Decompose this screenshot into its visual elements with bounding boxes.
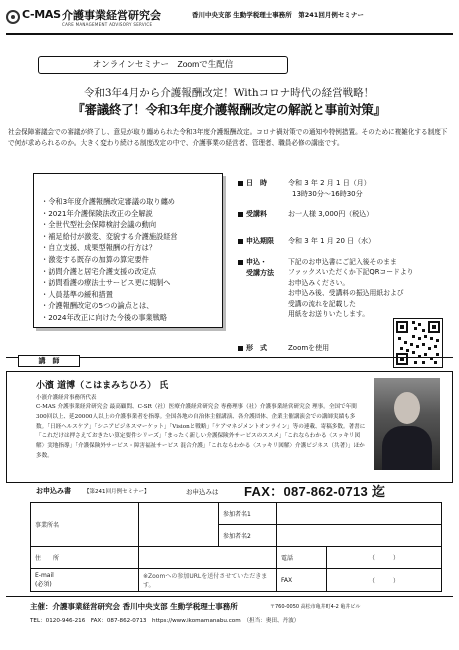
- agenda-item: ・介護報酬改定の5つの論点とは、: [41, 301, 154, 311]
- footer-divider: [6, 596, 453, 597]
- participant1-label: 参加者名1: [219, 503, 277, 525]
- fax-field[interactable]: （ ）: [327, 569, 442, 592]
- address-label: 住 所: [31, 547, 139, 569]
- logo-text: C-MAS: [22, 8, 61, 21]
- bullet-icon: [238, 212, 243, 217]
- apply-line: ファックスいただくか下記QRコードより: [288, 268, 414, 277]
- org-name: 介護事業経営研究会: [62, 9, 161, 22]
- organizer: 主催：介護事業経営研究会 香川中央支部 生動学税理士事務所: [30, 602, 238, 611]
- agenda-item: ・訪問看護の療法士サービス更に規制へ: [41, 278, 171, 288]
- participant2-field[interactable]: [277, 525, 442, 547]
- speaker-bio: C-MAS 介護事業経営研究会 最高顧問、C-SR（社）医療介護経営研究会 専務理事（社）介護事業経営研究会 理事。全国で年間300回以上、延20000人以上の介護事業者を指導。全国各地の自治体主催講演、各介護団体、企業主催講演会での講師実績も多数。「日経ヘルスケア」「シニアビジネスマーケット」「Visionと戦略」「ケアマネジメントオンライン」等の連載、寄稿多数。著書に「これだけは押さえておきたい算定要件シリーズ」「まったく新しい介護保険外サービスのススメ」「これならわかる〈スッキリ図解〉実地指導」「介護保険外サービス・障害福祉サービス 混合介護」「これならわかる〈スッキリ図解〉介護ビジネス（共著）」ほか多数。: [36, 404, 366, 459]
- form-title: お申込み書: [36, 487, 71, 495]
- agenda-item: ・2021年介護保険法改正の全解説: [41, 208, 153, 218]
- online-seminar-label: オンラインセミナー Zoomで生配信: [38, 56, 288, 74]
- apply-line: 用紙をお送りいたします。: [288, 310, 370, 319]
- form-to: お申込みは: [186, 488, 219, 496]
- bullet-icon: [238, 239, 243, 244]
- agenda-item: ・訪問介護と居宅介護支援の改定点: [41, 266, 157, 276]
- agenda-item: ・激変する既存の加算の算定要件: [41, 254, 149, 264]
- tel-label: 電話: [277, 547, 327, 569]
- application-form: [30, 502, 442, 592]
- speaker-photo: [374, 378, 440, 470]
- speaker-name: 小濱 道博（こはまみちひろ） 氏: [36, 381, 169, 391]
- header-info: 香川中央支部 生動学税理士事務所 第241回月例セミナー: [192, 11, 364, 19]
- agenda-box: [33, 173, 223, 328]
- logo-icon: [6, 10, 20, 24]
- bullet-icon: [238, 260, 243, 265]
- title-line-1: 令和3年4月から介護報酬改定！Withコロナ時代の経営戦略！: [83, 87, 375, 99]
- apply-line: 受講の流れを記載した: [288, 299, 356, 308]
- org-subtitle: CARE MANAGEMENT ADVISORY SERVICE: [62, 22, 153, 27]
- form-seminar: 【第241回月例セミナー】: [84, 489, 150, 495]
- fax-number: FAX：087-862-0713 迄: [244, 484, 386, 499]
- participant1-field[interactable]: [277, 503, 442, 525]
- agenda-item: ・2024年改正に向けた今後の事業戦略: [41, 312, 168, 322]
- bullet-icon: [238, 346, 243, 351]
- speaker-tag: 講 師: [18, 355, 80, 367]
- agenda-item: ・自立支援、成果型報酬の行方は？: [41, 243, 157, 253]
- info-time: 13時30分～16時30分: [292, 190, 363, 198]
- agenda-list: [34, 174, 222, 324]
- agenda-item: ・全世代型社会保障検討会議の動向: [41, 220, 157, 230]
- apply-instructions: [288, 257, 413, 319]
- apply-line: 下記のお申込書にご記入後そのまま: [288, 258, 397, 266]
- address-field[interactable]: [139, 547, 277, 569]
- org-label-cell: 事業所名: [31, 503, 139, 547]
- agenda-item: ・補足給付が激変、変貌する介護施設経営: [41, 231, 178, 241]
- intro-text: 社会保障審議会での審議が終了し、意見が取り纏められた令和3年度介護報酬改定。コロナ禍対策での通知や特例措置。そのために複雑化する制度下で何が求められるのか。大きく変わり続ける制度改定の中で、介護事業の経営者、管理者、職員必修の講座です。: [8, 128, 448, 147]
- bullet-icon: [238, 181, 243, 186]
- info-apply-label2: 受講方法: [246, 269, 274, 277]
- contact-info: TEL：0120-946-216 FAX：087-862-0713 https://www.ikomamanabu.com （担当：奥田、丹波）: [30, 618, 300, 624]
- participant2-label: 参加者名2: [219, 525, 277, 547]
- speaker-role: 小濱介護経営事務所代表: [36, 395, 97, 401]
- organizer-address: 〒760-0050 高松市亀井町4-2 亀井ビル: [270, 604, 361, 610]
- fax-label: FAX: [277, 569, 327, 592]
- agenda-item: ・人員基準の緩和措置: [41, 289, 113, 299]
- apply-line: お申込み後、受講料の振込用紙および: [288, 289, 404, 298]
- org-field[interactable]: [139, 503, 219, 547]
- apply-line: お申込みください。: [288, 278, 350, 287]
- title-line-2: 『審議終了！令和3年度介護報酬改定の解説と事前対策』: [72, 102, 386, 117]
- header-divider: [6, 33, 453, 35]
- tel-field[interactable]: （ ）: [327, 547, 442, 569]
- email-label: E-mail (必須): [31, 569, 139, 592]
- agenda-item: ・令和3年度介護報酬改定審議の取り纏め: [41, 197, 175, 206]
- email-field[interactable]: ※Zoomへの参加URLを送付させていただきます。: [139, 569, 277, 592]
